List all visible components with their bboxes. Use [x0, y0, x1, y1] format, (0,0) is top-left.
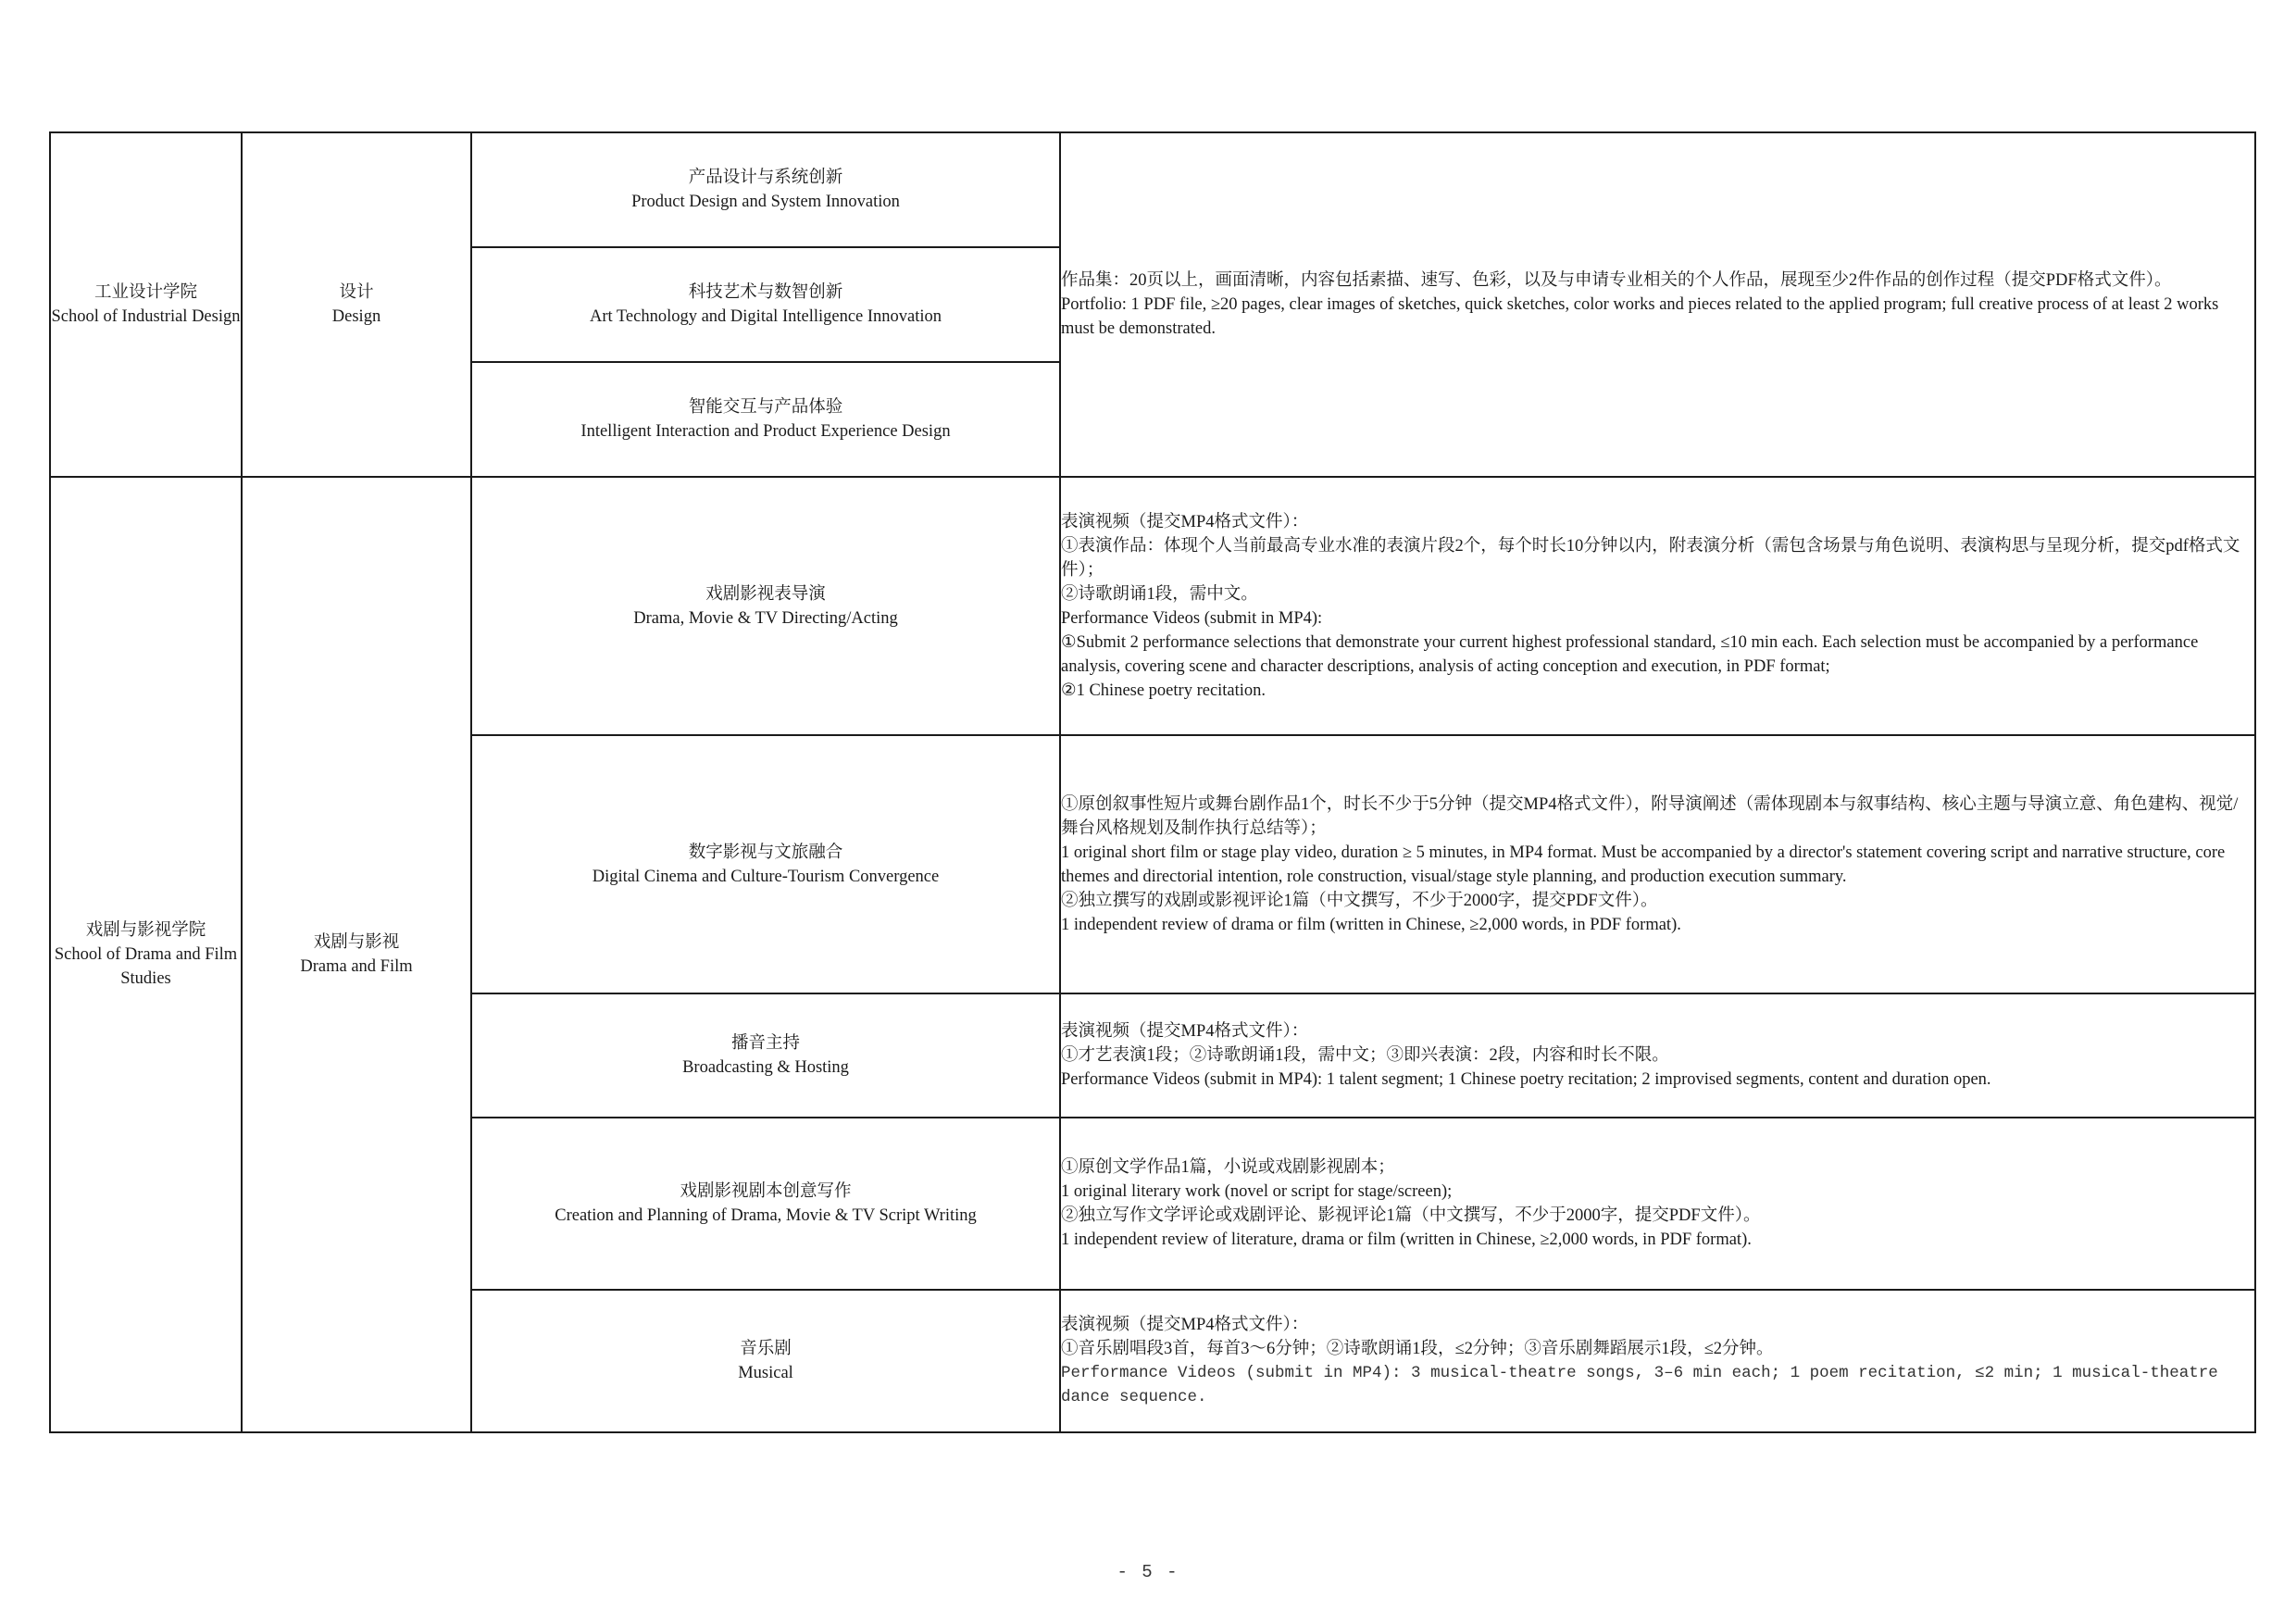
- department-name-zh: 戏剧与影视: [313, 933, 400, 952]
- program-cell: [471, 1290, 1060, 1432]
- requirement-line: Portfolio: 1 PDF file, ≥20 pages, clear images of sketches, quick sketches, color works and pieces related to the applied program; full creative process of at least 2 works must be demonstrated.: [1061, 295, 2219, 338]
- program-cell: [471, 735, 1060, 993]
- requirement-line: ②1 Chinese poetry recitation.: [1061, 681, 1267, 700]
- program-name-en: Creation and Planning of Drama, Movie & TV Script Writing: [555, 1206, 977, 1225]
- requirement-line: ①原创叙事性短片或舞台剧作品1个，时长不少于5分钟（提交MP4格式文件），附导演阐述（需体现剧本与叙事结构、核心主题与导演立意、角色建构、视觉/舞台风格规划及制作执行总结等）；: [1061, 794, 2239, 838]
- program-cell: [471, 247, 1060, 362]
- requirement-line: 1 original literary work (novel or script for stage/screen);: [1061, 1182, 1453, 1201]
- program-cell: [471, 132, 1060, 247]
- department-cell: [242, 132, 471, 477]
- requirement-cell: [1060, 1290, 2255, 1432]
- requirement-line: ①音乐剧唱段3首，每首3～6分钟；②诗歌朗诵1段，≤2分钟；③音乐剧舞蹈展示1段，≤2分钟。: [1061, 1340, 1774, 1358]
- school-name-en: School of Drama and Film Studies: [54, 945, 238, 988]
- requirement-cell: [1060, 735, 2255, 993]
- requirement-line: 1 original short film or stage play video, duration ≥ 5 minutes, in MP4 format. Must be accompanied by a director's statement covering script and narrative structure, core themes and directorial intention, role construction, visual/stage style planning, and production execution summary.: [1061, 843, 2226, 886]
- requirement-cell: [1060, 1118, 2255, 1290]
- requirement-line: 1 independent review of drama or film (written in Chinese, ≥2,000 words, in PDF format).: [1061, 915, 1681, 934]
- requirement-line: 作品集：20页以上，画面清晰，内容包括素描、速写、色彩，以及与申请专业相关的个人作品，展现至少2件作品的创作过程（提交PDF格式文件）。: [1061, 271, 2172, 290]
- program-name-en: Musical: [738, 1364, 793, 1382]
- department-name-en: Drama and Film: [300, 957, 413, 976]
- department-name-en: Design: [331, 307, 381, 326]
- requirement-line: ②诗歌朗诵1段，需中文。: [1061, 584, 1258, 604]
- requirement-line: Performance Videos (submit in MP4): 1 talent segment; 1 Chinese poetry recitation; 2 improvised segments, content and duration open.: [1061, 1070, 1991, 1089]
- program-name-en: Drama, Movie & TV Directing/Acting: [633, 608, 898, 628]
- school-cell: [50, 132, 242, 477]
- program-cell: [471, 362, 1060, 477]
- program-name-zh: 播音主持: [730, 1034, 800, 1053]
- requirement-line: ①Submit 2 performance selections that demonstrate your current highest professional standard, ≤10 min each. Each selection must be accompanied by a performance analysis, covering scene and character descriptions, analysis of acting conception and execution, in PDF format;: [1061, 632, 2199, 676]
- requirement-line: ①原创文学作品1篇，小说或戏剧影视剧本；: [1061, 1158, 1395, 1177]
- page-number: - 5 -: [1117, 1562, 1179, 1582]
- school-cell: [50, 477, 242, 1432]
- program-name-zh: 智能交互与产品体验: [688, 398, 843, 417]
- school-name-en: School of Industrial Design: [51, 307, 241, 326]
- program-cell: [471, 993, 1060, 1118]
- requirement-line: 表演视频（提交MP4格式文件）：: [1061, 1022, 1309, 1041]
- school-name-zh: 戏剧与影视学院: [85, 921, 206, 940]
- program-name-en: Art Technology and Digital Intelligence Innovation: [589, 307, 942, 326]
- program-name-en: Product Design and System Innovation: [631, 193, 900, 211]
- school-name-zh: 工业设计学院: [94, 283, 197, 302]
- requirement-line: 表演视频（提交MP4格式文件）：: [1061, 512, 1309, 531]
- program-name-zh: 数字影视与文旅融合: [688, 843, 843, 862]
- requirement-cell: [1060, 993, 2255, 1118]
- program-cell: [471, 477, 1060, 735]
- department-name-zh: 设计: [339, 283, 374, 302]
- program-name-en: Broadcasting & Hosting: [682, 1058, 849, 1077]
- department-cell: [242, 477, 471, 1432]
- requirements-table: [49, 131, 2256, 1433]
- program-name-zh: 科技艺术与数智创新: [688, 283, 843, 302]
- requirement-line: ①才艺表演1段；②诗歌朗诵1段，需中文；③即兴表演：2段，内容和时长不限。: [1061, 1046, 1669, 1065]
- program-name-en: Digital Cinema and Culture-Tourism Convergence: [592, 867, 940, 886]
- program-name-zh: 产品设计与系统创新: [688, 169, 843, 187]
- requirement-line: ①表演作品：体现个人当前最高专业水准的表演片段2个，每个时长10分钟以内，附表演分析（需包含场景与角色说明、表演构思与呈现分析，提交pdf格式文件）；: [1061, 536, 2240, 580]
- table-row: [50, 132, 2255, 247]
- program-name-en: Intelligent Interaction and Product Experience Design: [580, 422, 951, 441]
- requirement-cell: [1060, 477, 2255, 735]
- requirement-line: Performance Videos (submit in MP4):: [1061, 608, 1323, 628]
- program-name-zh: 戏剧影视剧本创意写作: [680, 1182, 852, 1201]
- requirement-cell: [1060, 132, 2255, 477]
- program-cell: [471, 1118, 1060, 1290]
- requirement-line: ②独立撰写的戏剧或影视评论1篇（中文撰写，不少于2000字，提交PDF文件）。: [1061, 891, 1658, 910]
- requirement-line: 表演视频（提交MP4格式文件）：: [1061, 1316, 1309, 1334]
- requirement-line: ②独立写作文学评论或戏剧评论、影视评论1篇（中文撰写，不少于2000字，提交PDF文件）。: [1061, 1206, 1761, 1225]
- requirement-line: 1 independent review of literature, drama or film (written in Chinese, ≥2,000 words, in PDF format).: [1061, 1230, 1752, 1249]
- requirement-line: Performance Videos (submit in MP4): 3 musical-theatre songs, 3–6 min each; 1 poem recitation, ≤2 min; 1 musical-theatre dance sequence.: [1061, 1364, 2218, 1406]
- table-row: [50, 477, 2255, 735]
- program-name-zh: 戏剧影视表导演: [705, 584, 826, 604]
- program-name-zh: 音乐剧: [740, 1340, 792, 1358]
